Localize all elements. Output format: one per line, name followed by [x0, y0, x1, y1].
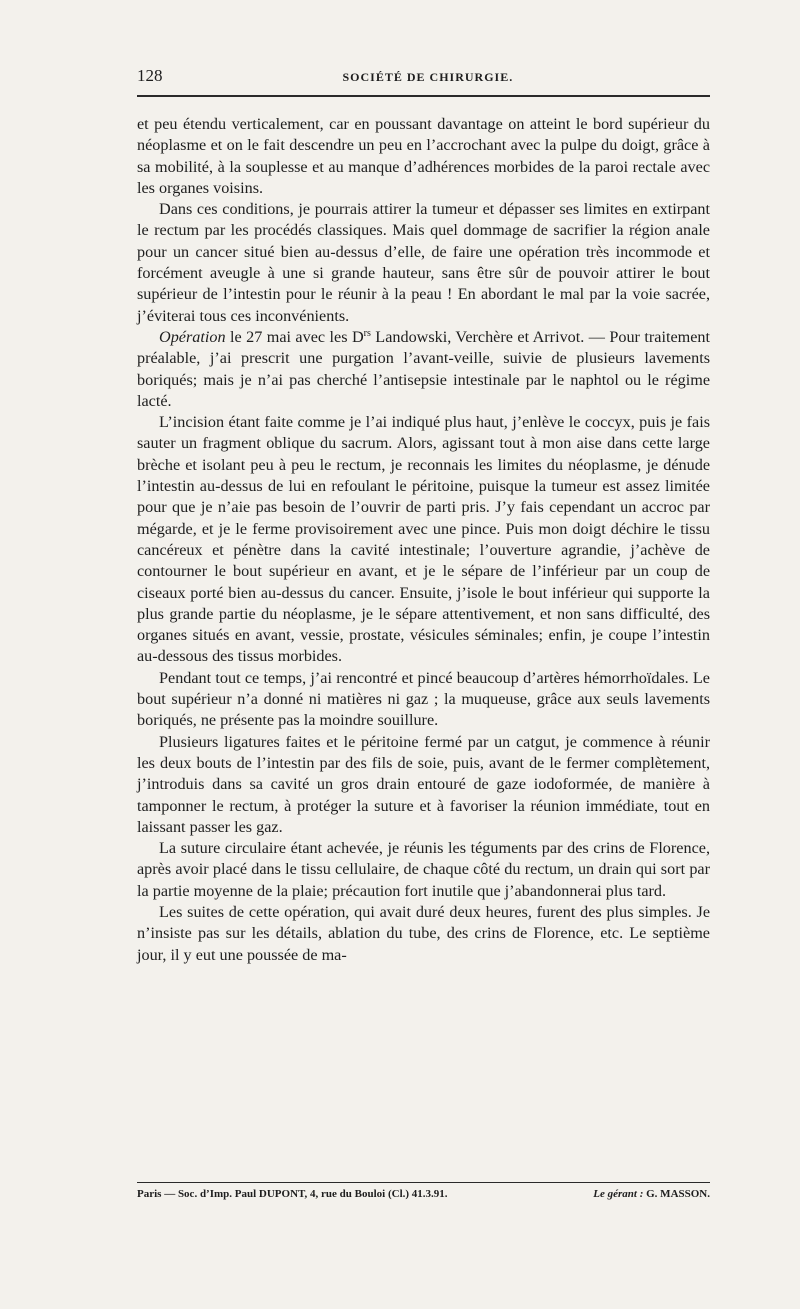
running-head: SOCIÉTÉ DE CHIRURGIE. — [342, 70, 514, 84]
gerant-name: G. MASSON. — [643, 1188, 710, 1200]
gerant-label: Le gérant : — [593, 1188, 644, 1200]
paragraph-3 — [137, 327, 710, 412]
doctors-superscript: rs — [363, 327, 371, 339]
paragraph-6: Plusieurs ligatures faites et le péritoine fermé par un catgut, je commence à réunir les deux bouts de l’intestin par des fils de soie, puis, avant de le fermer complètement, j’introduis dans sa cavité un gros drain entouré de gaze iodoformée, de manière à tamponner le rectum, à protéger la suture et à favoriser la réunion immédiate, tout en laissant passer les gaz. — [137, 732, 710, 836]
page-header — [137, 66, 710, 92]
header-rule — [137, 95, 710, 97]
paragraph-5: Pendant tout ce temps, j’ai rencontré et pincé beaucoup d’artères hémorrhoïdales. Le bout supérieur n’a donné ni matières ni gaz ; la muqueuse, grâce aux seuls lavements boriqués, ne présente pas la moindre souillure. — [137, 668, 710, 730]
paragraph-1: et peu étendu verticalement, car en poussant davantage on atteint le bord supérieur du néoplasme et on le fait descendre un peu en l’accrochant avec la pulpe du doigt, grâce à sa mobilité, à la souplesse et au manque d’adhérences morbides de la paroi rectale avec les organes voisins. — [137, 115, 710, 197]
footer-rule — [137, 1182, 710, 1183]
operation-text: Landowski, Verchère et Arrivot. — Pour traitement préalable, j’ai prescrit une purgation l’avant-veille, suivie de plusieurs lavements boriqués; mais je n’ai pas cherché l’antisepsie intestinale par le naphtol ou le régime lacté. — [137, 327, 711, 410]
printer-imprint: Paris — Soc. d’Imp. Paul DUPONT, 4, rue du Bouloi (Cl.) 41.3.91. — [137, 1188, 448, 1200]
operation-lead: Opération — [159, 327, 226, 346]
operation-date: le 27 mai avec les D — [225, 327, 364, 346]
page-footer — [137, 1188, 710, 1200]
paragraph-4: L’incision étant faite comme je l’ai indiqué plus haut, j’enlève le coccyx, puis je fais sauter un fragment oblique du sacrum. Alors, agissant tout à mon aise dans cette large brèche et isolant peu à peu le rectum, je reconnais les limites du néoplasme, je dénude l’intestin au-dessus de lui en refoulant le péritoine, puisque la tumeur est assez limitée pour que je n’aie pas besoin de l’ouvrir de parti pris. J’y fais cependant un accroc par mégarde, et je le ferme provisoirement avec une pince. Puis mon doigt déchire le tissu cancéreux et pénètre dans la cavité intestinale; l’ouverture agrandie, j’achève de contourner le bout supérieur en avant, et je le sépare de l’inférieur par un coup de ciseaux porté bien au-dessus du cancer. Ensuite, j’isole le bout inférieur qui supporte la plus grande partie du néoplasme, je le sépare attentivement, et non sans difficulté, des organes situés en avant, vessie, prostate, vésicules séminales; enfin, je coupe l’intestin au-dessous des tissus morbides. — [137, 413, 710, 666]
paragraph-7: La suture circulaire étant achevée, je réunis les téguments par des crins de Florence, après avoir placé dans le tissu cellulaire, de chaque côté du rectum, un drain qui sort par la partie moyenne de la plaie; précaution fort inutile que j’abandonnerai plus tard. — [137, 839, 710, 900]
body-text — [137, 114, 710, 966]
gerant-signature — [593, 1188, 710, 1200]
page-number: 128 — [137, 66, 163, 85]
paragraph-8: Les suites de cette opération, qui avait duré deux heures, furent des plus simples. Je n’insiste pas sur les détails, ablation du tube, des crins de Florence, etc. Le septième jour, il y eut une poussée de ma- — [137, 902, 710, 964]
paragraph-2: Dans ces conditions, je pourrais attirer la tumeur et dépasser ses limites en extirpant le rectum par les procédés classiques. Mais quel dommage de sacrifier la région anale pour un cancer situé bien au-dessus d’elle, de faire une opération très incommode et forcément aveugle à une si grande hauteur, sans être sûr de pouvoir attirer le bout supérieur de l’intestin pour le réunir à la peau ! En abordant le mal par la voie sacrée, j’éviterai tous ces inconvénients. — [137, 200, 710, 325]
